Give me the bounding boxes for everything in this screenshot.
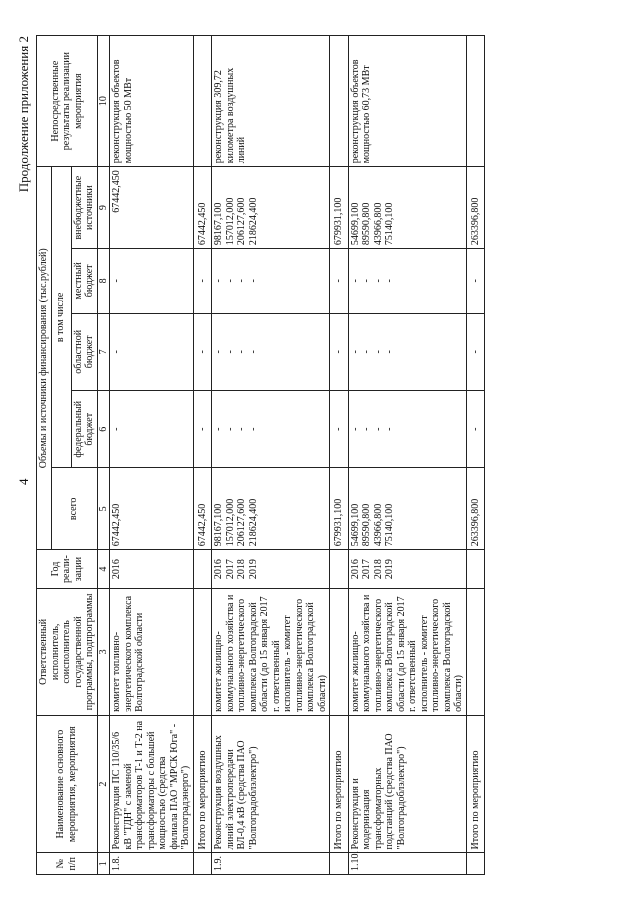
row-total: 54699,100 89590,800 43966,800 75140,100 bbox=[348, 468, 466, 550]
row-federal: - bbox=[110, 391, 194, 468]
row-name: Реконструкция ПС 110/35/6 кВ "ТДН" с заменой трансформаторов Т-1 и Т-2 на трансформаторы с большей мощностью (средства филиала ПАО "МРСК Юга" - "Волгоградэнерго") bbox=[110, 715, 194, 853]
total-total: 679931,100 bbox=[330, 468, 349, 550]
header-name: Наименование основного мероприятия, мероприятия bbox=[37, 715, 98, 853]
table-row bbox=[110, 36, 194, 875]
row-local: - - - - bbox=[348, 249, 466, 314]
col-index: 1 bbox=[97, 853, 110, 875]
row-year: 2016 2017 2018 2019 bbox=[212, 550, 330, 589]
total-federal: - bbox=[330, 391, 349, 468]
row-local: - bbox=[110, 249, 194, 314]
total-local: - bbox=[193, 249, 212, 314]
row-result: реконструкция 309,72 километра воздушных линий bbox=[212, 36, 330, 167]
row-total: 67442,450 bbox=[110, 468, 194, 550]
row-total: 98167,100 157012,000 206127,600 218624,400 bbox=[212, 468, 330, 550]
total-total: 263396,800 bbox=[466, 468, 485, 550]
header-incl: в том числе bbox=[51, 167, 71, 468]
row-executor: комитет жилищно-коммунального хозяйства и топливно-энергетического комплекса Волгоградской области (до 15 января 2017 г. ответственный исполнитель - комитет топливно-энергетического комплекса Волгоградской области) bbox=[348, 588, 466, 715]
row-num: 1.9. bbox=[212, 853, 330, 875]
total-label: Итого по мероприятию bbox=[193, 715, 212, 853]
header-funding: Объемы и источники финансирования (тыс.рублей) bbox=[37, 167, 52, 550]
total-extra: 679931,100 bbox=[330, 167, 349, 249]
header-num: № п/п bbox=[37, 853, 98, 875]
total-extra: 67442,450 bbox=[193, 167, 212, 249]
row-extra: 98167,100 157012,000 206127,600 218624,400 bbox=[212, 167, 330, 249]
total-regional: - bbox=[330, 313, 349, 390]
total-regional: - bbox=[193, 313, 212, 390]
total-row bbox=[330, 36, 349, 875]
row-num: 1.10. bbox=[348, 853, 466, 875]
column-index-row bbox=[97, 36, 110, 875]
row-result: реконструкция объектов мощностью 50 МВт bbox=[110, 36, 194, 167]
total-row bbox=[193, 36, 212, 875]
header-results: Непосредственные результаты реализации мероприятия bbox=[37, 36, 98, 167]
row-year: 2016 bbox=[110, 550, 194, 589]
header-total: всего bbox=[51, 468, 97, 550]
row-result: реконструкция объектов мощностью 60,73 МВт bbox=[348, 36, 466, 167]
col-index: 5 bbox=[97, 468, 110, 550]
row-extra: 67442,450 bbox=[110, 167, 194, 249]
total-local: - bbox=[466, 249, 485, 314]
total-total: 67442,450 bbox=[193, 468, 212, 550]
funding-table bbox=[36, 35, 485, 875]
col-index: 9 bbox=[97, 167, 110, 249]
total-row bbox=[466, 36, 485, 875]
row-name: Реконструкция и модернизация трансформаторных подстанций (средства ПАО "Волгоградоблэлектро") bbox=[348, 715, 466, 853]
row-num: 1.8. bbox=[110, 853, 194, 875]
row-regional: - - - - bbox=[212, 313, 330, 390]
total-local: - bbox=[330, 249, 349, 314]
header-federal: федеральный бюджет bbox=[71, 391, 97, 468]
row-regional: - - - - bbox=[348, 313, 466, 390]
total-regional: - bbox=[466, 313, 485, 390]
col-index: 10 bbox=[97, 36, 110, 167]
table-row bbox=[348, 36, 466, 875]
col-index: 6 bbox=[97, 391, 110, 468]
continuation-label: Продолжение приложения 2 bbox=[16, 36, 31, 193]
row-federal: - - - - bbox=[348, 391, 466, 468]
row-year: 2016 2017 2018 2019 bbox=[348, 550, 466, 589]
header-regional: областной бюджет bbox=[71, 313, 97, 390]
row-extra: 54699,100 89590,800 43966,800 75140,100 bbox=[348, 167, 466, 249]
header-executor: Ответственный исполнитель, соисполнитель государственной программы, подпрограммы bbox=[37, 588, 98, 715]
col-index: 4 bbox=[97, 550, 110, 589]
total-federal: - bbox=[466, 391, 485, 468]
row-regional: - bbox=[110, 313, 194, 390]
col-index: 7 bbox=[97, 313, 110, 390]
row-local: - - - - bbox=[212, 249, 330, 314]
row-executor: комитет жилищно-коммунального хозяйства и топливно-энергетического комплекса Волгоградской области (до 15 января 2017 г. ответственный исполнитель - комитет топливно-энергетического комплекса Волгоградской области) bbox=[212, 588, 330, 715]
total-extra: 263396,800 bbox=[466, 167, 485, 249]
header-local: местный бюджет bbox=[71, 249, 97, 314]
col-index: 2 bbox=[97, 715, 110, 853]
total-federal: - bbox=[193, 391, 212, 468]
row-name: Реконструкция воздушных линий электропередачи ВЛ-0,4 кВ (средства ПАО "Волгоградоблэлектро") bbox=[212, 715, 330, 853]
header-year: Год реали- зации bbox=[37, 550, 98, 589]
row-executor: комитет топливно-энергетического комплекса Волгоградской области bbox=[110, 588, 194, 715]
col-index: 8 bbox=[97, 249, 110, 314]
total-label: Итого по мероприятию bbox=[330, 715, 349, 853]
col-index: 3 bbox=[97, 588, 110, 715]
header-extra: внебюджетные источники bbox=[71, 167, 97, 249]
page-number: 4 bbox=[16, 478, 31, 485]
total-label: Итого по мероприятию bbox=[466, 715, 485, 853]
row-federal: - - - - bbox=[212, 391, 330, 468]
table-row bbox=[212, 36, 330, 875]
